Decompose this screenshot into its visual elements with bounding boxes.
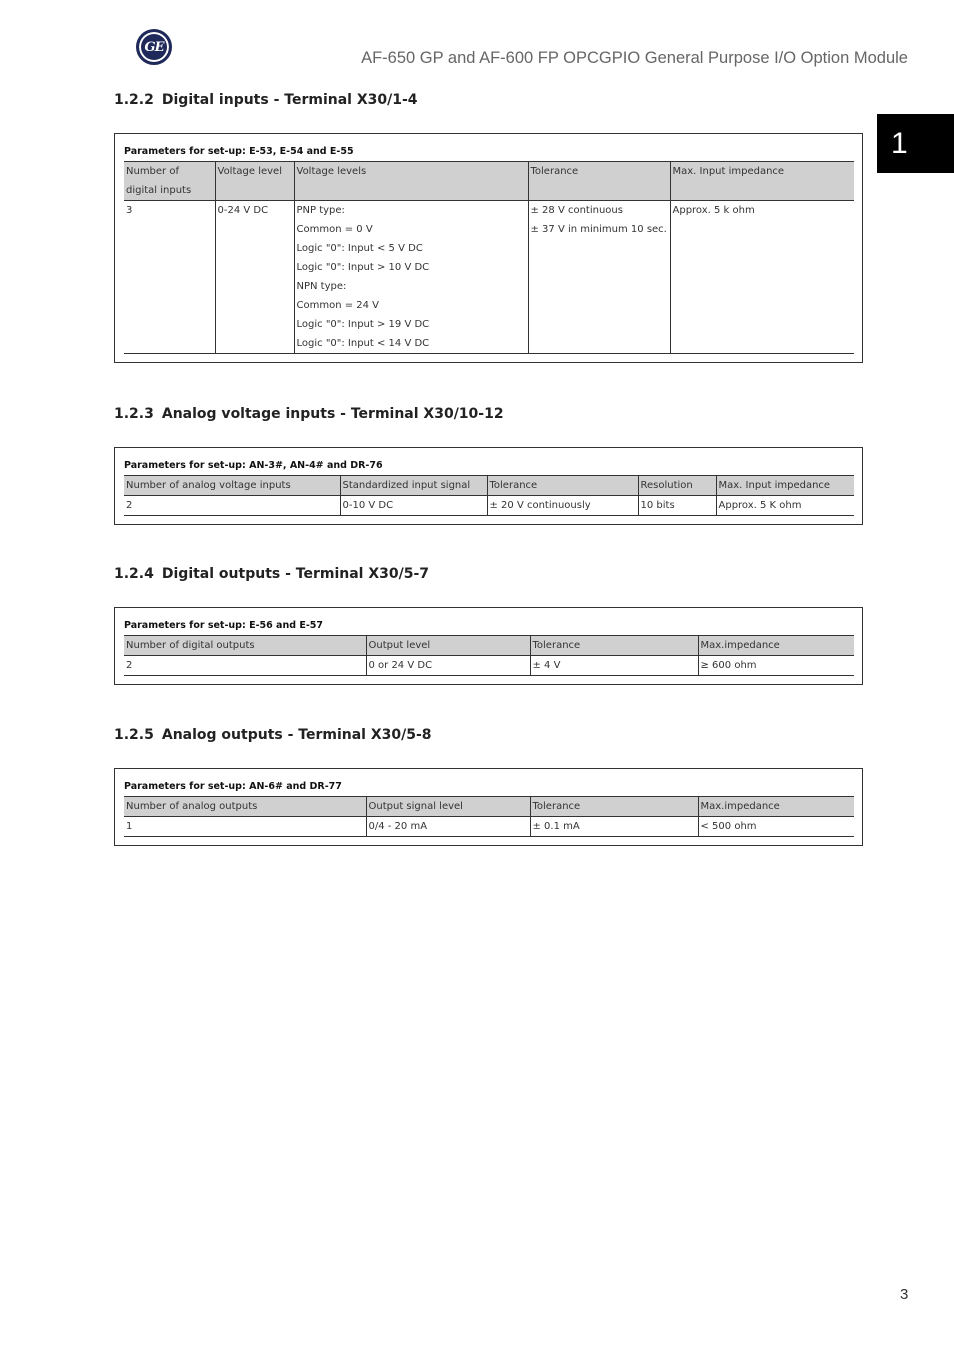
column-header: Max.impedance: [698, 636, 854, 656]
table-cell: ± 20 V continuously: [487, 496, 638, 516]
table-row: [124, 201, 854, 354]
column-header: Tolerance: [530, 797, 698, 817]
page-number: 3: [900, 1286, 909, 1303]
column-header: Resolution: [638, 476, 716, 496]
digital-inputs-table: [124, 161, 854, 354]
column-header: Max.impedance: [698, 797, 854, 817]
table-row: [124, 496, 854, 516]
analog-inputs-table: [124, 475, 854, 516]
analog-outputs-table-box: [114, 768, 863, 846]
column-header: Number of analog voltage inputs: [124, 476, 340, 496]
ge-logo: [136, 29, 172, 65]
table-cell: 0-10 V DC: [340, 496, 487, 516]
table-cell: Approx. 5 K ohm: [716, 496, 854, 516]
column-header: Output level: [366, 636, 530, 656]
table-cell: ± 28 V continuous ± 37 V in minimum 10 sec.: [528, 201, 670, 354]
table-cell: ≥ 600 ohm: [698, 656, 854, 676]
column-header: Standardized input signal: [340, 476, 487, 496]
column-header: Number of digital outputs: [124, 636, 366, 656]
digital-inputs-table-box: [114, 133, 863, 363]
digital-outputs-table-box: [114, 607, 863, 685]
table-cell: Approx. 5 k ohm: [670, 201, 854, 354]
table-caption: Parameters for set-up: AN-6# and DR-77: [124, 781, 342, 792]
table-cell: 0/4 - 20 mA: [366, 817, 530, 837]
table-cell: 3: [124, 201, 215, 354]
table-cell: < 500 ohm: [698, 817, 854, 837]
column-header: Output signal level: [366, 797, 530, 817]
section-heading-analog-outputs: 1.2.5 Analog outputs - Terminal X30/5-8: [114, 727, 432, 743]
table-cell: 10 bits: [638, 496, 716, 516]
table-cell: ± 0.1 mA: [530, 817, 698, 837]
document-title: AF-650 GP and AF-600 FP OPCGPIO General Purpose I/O Option Module: [361, 49, 908, 67]
table-row: [124, 656, 854, 676]
column-header: Number of analog outputs: [124, 797, 366, 817]
table-cell: 2: [124, 656, 366, 676]
column-header: Max. Input impedance: [716, 476, 854, 496]
table-cell: 0 or 24 V DC: [366, 656, 530, 676]
column-header: Voltage levels: [294, 162, 528, 201]
section-heading-digital-outputs: 1.2.4 Digital outputs - Terminal X30/5-7: [114, 566, 430, 582]
section-heading-digital-inputs: 1.2.2 Digital inputs - Terminal X30/1-4: [114, 92, 418, 108]
digital-outputs-table: [124, 635, 854, 676]
table-caption: Parameters for set-up: E-53, E-54 and E-55: [124, 146, 354, 157]
table-row: [124, 817, 854, 837]
analog-inputs-table-box: [114, 447, 863, 525]
table-cell: 0-24 V DC: [215, 201, 294, 354]
column-header: Number of digital inputs: [124, 162, 215, 201]
section-heading-analog-voltage-inputs: 1.2.3 Analog voltage inputs - Terminal X30/10-12: [114, 406, 504, 422]
column-header: Tolerance: [528, 162, 670, 201]
chapter-tab: 1: [877, 114, 954, 173]
table-cell: 1: [124, 817, 366, 837]
logo-text: GE: [144, 39, 164, 55]
table-caption: Parameters for set-up: AN-3#, AN-4# and DR-76: [124, 460, 383, 471]
analog-outputs-table: [124, 796, 854, 837]
table-cell: PNP type: Common = 0 V Logic "0": Input < 5 V DC Logic "0": Input > 10 V DC NPN type: Common = 24 V Logic "0": Input > 19 V DC Logic "0": Input < 14 V DC: [294, 201, 528, 354]
table-caption: Parameters for set-up: E-56 and E-57: [124, 620, 323, 631]
column-header: Voltage level: [215, 162, 294, 201]
column-header: Tolerance: [487, 476, 638, 496]
table-cell: ± 4 V: [530, 656, 698, 676]
column-header: Tolerance: [530, 636, 698, 656]
column-header: Max. Input impedance: [670, 162, 854, 201]
table-cell: 2: [124, 496, 340, 516]
